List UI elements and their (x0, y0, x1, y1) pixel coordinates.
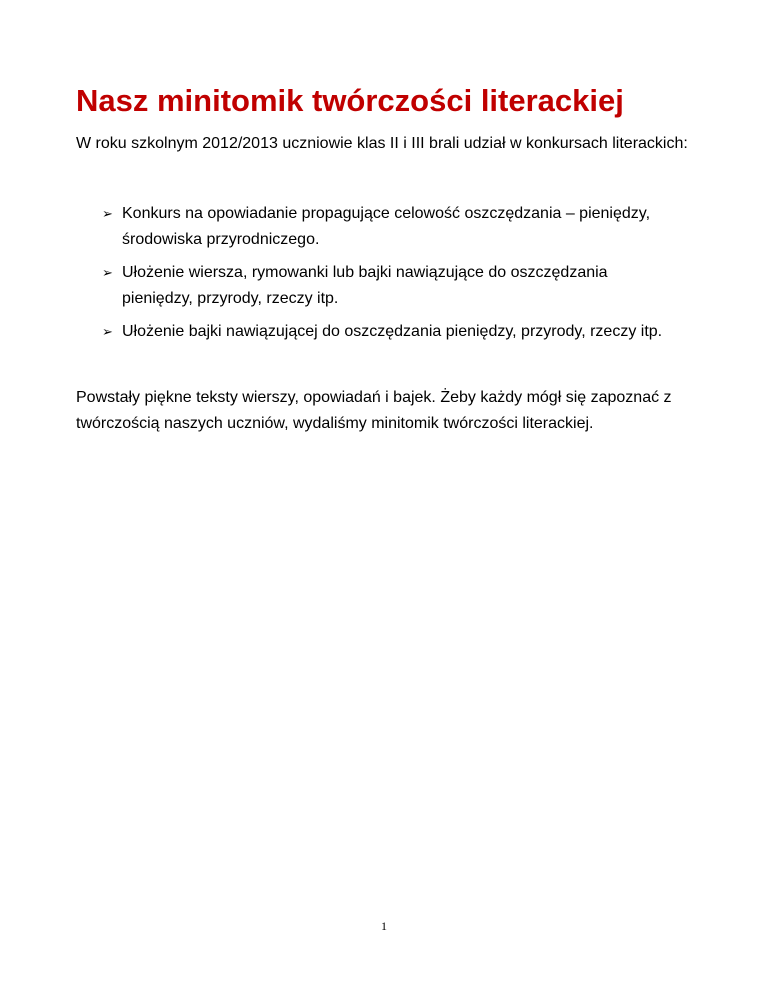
list-item-text: Konkurs na opowiadanie propagujące celowość oszczędzania – pieniędzy, środowiska przyrodniczego. (122, 205, 651, 248)
list-item-text: Ułożenie wiersza, rymowanki lub bajki nawiązujące do oszczędzania pieniędzy, przyrody, rzeczy itp. (122, 264, 608, 307)
list-item-text: Ułożenie bajki nawiązującej do oszczędzania pieniędzy, przyrody, rzeczy itp. (122, 323, 663, 340)
page-title: Nasz minitomik twórczości literackiej (76, 83, 624, 118)
closing-paragraph: Powstały piękne teksty wierszy, opowiadań i bajek. Żeby każdy mógł się zapoznać z twórczością naszych uczniów, wydaliśmy minitomik twórczości literackiej. (76, 389, 672, 432)
arrowhead-bullet-icon: ➢ (102, 324, 113, 339)
list-item (102, 260, 682, 312)
arrowhead-bullet-icon: ➢ (102, 206, 113, 221)
page-number: 1 (381, 919, 387, 933)
list-item (102, 319, 682, 345)
list-item (102, 201, 682, 253)
bullet-list (102, 201, 682, 352)
arrowhead-bullet-icon: ➢ (102, 265, 113, 280)
intro-paragraph: W roku szkolnym 2012/2013 uczniowie klas II i III brali udział w konkursach literackich: (76, 135, 688, 152)
